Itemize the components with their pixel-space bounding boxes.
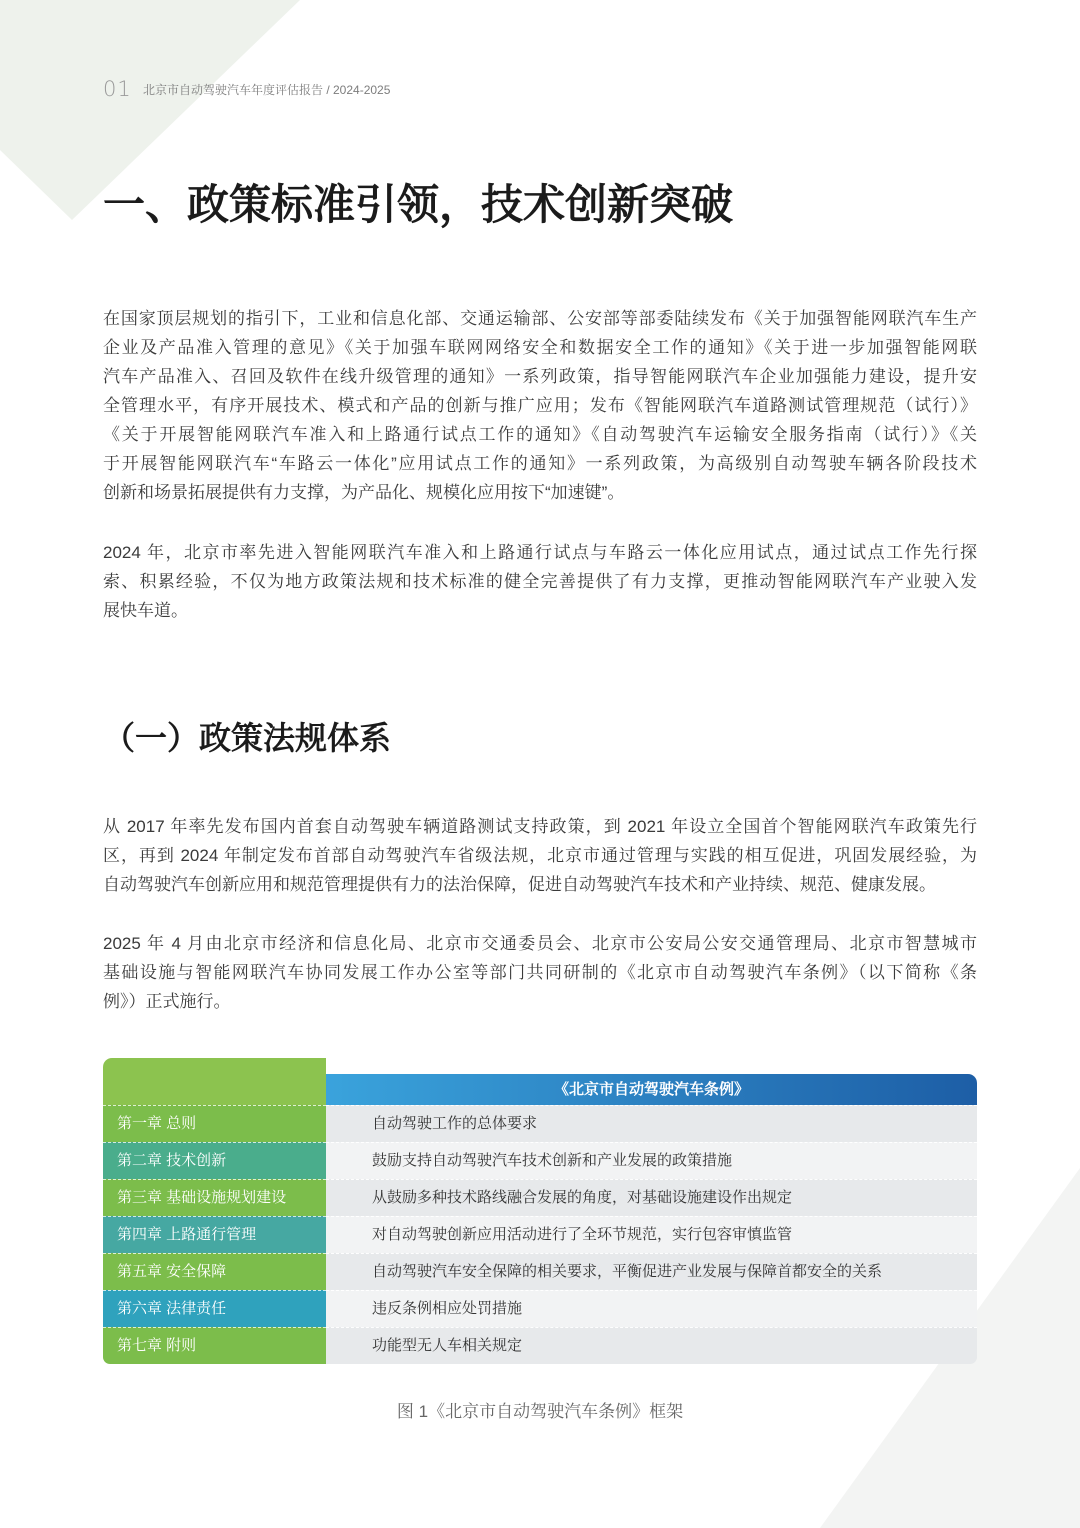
description-cell: 自动驾驶工作的总体要求	[326, 1105, 977, 1142]
description-cell: 鼓励支持自动驾驶汽车技术创新和产业发展的政策措施	[326, 1142, 977, 1179]
paragraph-line: 2025 年 4 月由北京市经济和信息化局、北京市交通委员会、北京市公安局公安交通管理局、北京市智慧城市	[103, 934, 977, 953]
description-cell: 从鼓励多种技术路线融合发展的角度，对基础设施建设作出规定	[326, 1179, 977, 1216]
intro-paragraph-2	[103, 538, 977, 625]
description-cell: 对自动驾驶创新应用活动进行了全环节规范，实行包容审慎监管	[326, 1216, 977, 1253]
paragraph-line: 企业及产品准入管理的意见》《关于加强车联网网络安全和数据安全工作的通知》《关于进一步加强智能网联	[103, 338, 977, 357]
chapter-cell: 第七章 附则	[103, 1327, 326, 1364]
paragraph-line: 基础设施与智能网联汽车协同发展工作办公室等部门共同研制的《北京市自动驾驶汽车条例》（以下简称《条	[103, 963, 977, 982]
paragraph-line: 2024 年，北京市率先进入智能网联汽车准入和上路通行试点与车路云一体化应用试点，通过试点工作先行探	[103, 543, 977, 562]
paragraph-line: 自动驾驶汽车创新应用和规范管理提供有力的法治保障，促进自动驾驶汽车技术和产业持续、规范、健康发展。	[103, 875, 936, 894]
section-heading: （一）政策法规体系	[103, 720, 392, 756]
chapter-cell: 第四章 上路通行管理	[103, 1216, 326, 1253]
intro-paragraph-1	[103, 304, 977, 507]
table-row	[103, 1253, 977, 1290]
chapter-cell: 第一章 总则	[103, 1105, 326, 1142]
report-title: 北京市自动驾驶汽车年度评估报告 / 2024-2025	[143, 82, 391, 97]
chapter-cell: 第六章 法律责任	[103, 1290, 326, 1327]
section-paragraph-1	[103, 812, 977, 899]
description-cell: 自动驾驶汽车安全保障的相关要求，平衡促进产业发展与保障首都安全的关系	[326, 1253, 977, 1290]
paragraph-line: 从 2017 年率先发布国内首套自动驾驶车辆道路测试支持政策，到 2021 年设立全国首个智能网联汽车政策先行	[103, 817, 977, 836]
paragraph-line: 展快车道。	[103, 601, 188, 620]
section-paragraph-2	[103, 929, 977, 1016]
page-number: 01	[103, 77, 132, 101]
description-cell: 违反条例相应处罚措施	[326, 1290, 977, 1327]
table-row	[103, 1142, 977, 1179]
table-header-title: 《北京市自动驾驶汽车条例》	[326, 1074, 977, 1105]
chapter-cell: 第三章 基础设施规划建设	[103, 1179, 326, 1216]
chapter-cell: 第五章 安全保障	[103, 1253, 326, 1290]
table-row	[103, 1216, 977, 1253]
paragraph-line: 于开展智能网联汽车“车路云一体化”应用试点工作的通知》一系列政策，为高级别自动驾驶车辆各阶段技术	[103, 454, 977, 473]
table-header-left-cell	[103, 1058, 326, 1105]
table-header	[103, 1058, 977, 1105]
paragraph-line: 索、积累经验，不仅为地方政策法规和技术标准的健全完善提供了有力支撑，更推动智能网联汽车产业驶入发	[103, 572, 977, 591]
table-row	[103, 1327, 977, 1364]
figure-caption: 图 1《北京市自动驾驶汽车条例》框架	[396, 1402, 684, 1421]
paragraph-line: 全管理水平，有序开展技术、模式和产品的创新与推广应用；发布《智能网联汽车道路测试管理规范（试行）》	[103, 396, 977, 415]
paragraph-line: 区，再到 2024 年制定发布首部自动驾驶汽车省级法规，北京市通过管理与实践的相互促进，巩固发展经验，为	[103, 846, 977, 865]
chapter-title: 一、政策标准引领，技术创新突破	[103, 181, 734, 228]
paragraph-line: 例》）正式施行。	[103, 992, 231, 1011]
regulation-framework-table	[103, 1058, 977, 1364]
table-row	[103, 1105, 977, 1142]
description-cell: 功能型无人车相关规定	[326, 1327, 977, 1364]
paragraph-line: 创新和场景拓展提供有力支撑，为产品化、规模化应用按下“加速键”。	[103, 483, 625, 502]
page-header	[103, 76, 390, 102]
chapter-cell: 第二章 技术创新	[103, 1142, 326, 1179]
paragraph-line: 《关于开展智能网联汽车准入和上路通行试点工作的通知》《自动驾驶汽车运输安全服务指南（试行）》《关	[103, 425, 977, 444]
paragraph-line: 在国家顶层规划的指引下，工业和信息化部、交通运输部、公安部等部委陆续发布《关于加强智能网联汽车生产	[103, 309, 977, 328]
table-row	[103, 1179, 977, 1216]
table-row	[103, 1290, 977, 1327]
paragraph-line: 汽车产品准入、召回及软件在线升级管理的通知》一系列政策，指导智能网联汽车企业加强能力建设，提升安	[103, 367, 977, 386]
